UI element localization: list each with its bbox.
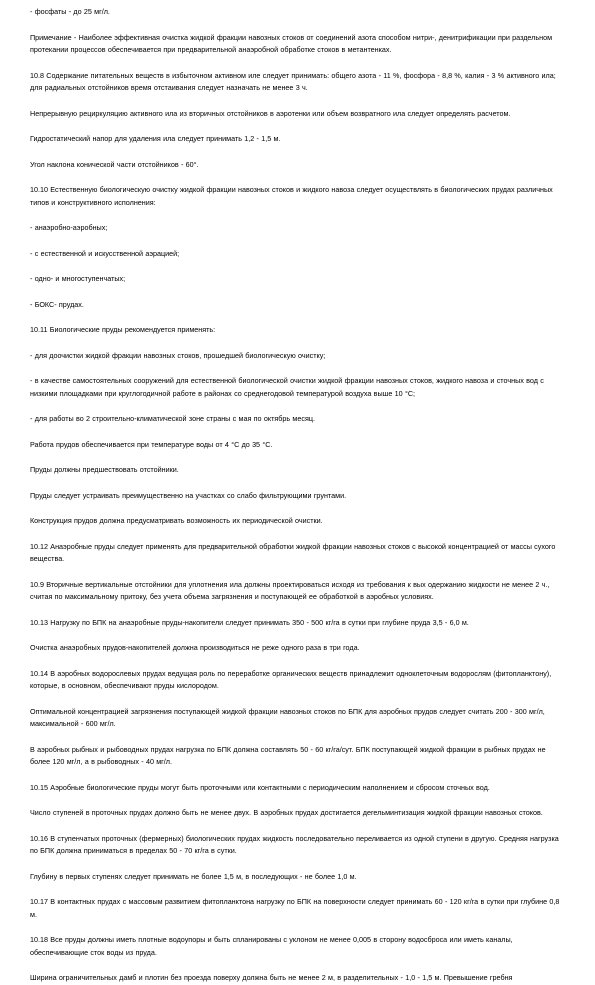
paragraph: Очистка анаэробных прудов-накопителей должна производиться не реже одного раза в три года. bbox=[30, 643, 360, 652]
paragraph: Примечание - Наиболее эффективная очистка жидкой фракции навозных стоков от соединений азота способом нитри-, денитрификации при раздельном протекании процессов обеспечивается при предварительной анаэробной обработке стоков в метантенках. bbox=[30, 32, 553, 54]
paragraph: Ширина ограничительных дамб и плотин без проезда поверху должна быть не менее 2 м, в разделительных - 1,0 - 1,5 м. Превышение гребня bbox=[30, 973, 513, 982]
list-item: - в качестве самостоятельных сооружений для естественной биологической очистки жидкой фракции навозных стоков, жидкого навоза и сточных вод с низкими площадками при круглогодичной работе в районах со среднегодовой температурой воздуха выше 10 °С; bbox=[30, 376, 544, 398]
paragraph: 10.9 Вторичные вертикальные отстойники для уплотнения ила должны проектироваться исходя из требования к вых одержанию жидкости не менее 2 ч., считая по максимальному притоку, без учета объема загрязнения и поступающей ее обработкой в аэробных условиях. bbox=[30, 579, 550, 601]
paragraph: 10.13 Нагрузку по БПК на анаэробные пруды-накопители следует принимать 350 - 500 кг/га в сутки при глубине пруда 3,5 - 6,0 м. bbox=[30, 617, 469, 627]
list-item: - для доочистки жидкой фракции навозных стоков, прошедшей биологическую очистку; bbox=[30, 350, 326, 360]
paragraph: Пруды следует устраивать преимущественно на участках со слабо фильтрующими грунтами. bbox=[30, 490, 347, 500]
paragraph: Конструкция прудов должна предусматривать возможность их периодической очистки. bbox=[30, 516, 323, 525]
paragraph: 10.15 Аэробные биологические пруды могут быть проточными или контактными с периодическим наполнением и сбросом сточных вод. bbox=[30, 782, 490, 792]
list-item: - с естественной и искусственной аэрацией; bbox=[30, 248, 180, 258]
paragraph: Оптимальной концентрацией загрязнения поступающей жидкой фракции навозных стоков по БПК для аэробных прудов следует считать 200 - 300 мг/л, максимальной - 600 мг/л. bbox=[30, 706, 545, 728]
paragraph: 10.11 Биологические пруды рекомендуется применять: bbox=[30, 325, 216, 334]
paragraph: 10.10 Естественную биологическую очистку жидкой фракции навозных стоков и жидкого навоза следует осуществлять в биологических прудах различных типов и конструктивного исполнения: bbox=[30, 185, 553, 207]
paragraph: 10.16 В ступенчатых проточных (фермерных) биологических прудах жидкость последовательно переливается из одной ступени в другую. Средняя нагрузка по БПК должна приниматься в пределах 50 - 70 кг/га в сутки. bbox=[30, 833, 559, 855]
paragraph: - фосфаты - до 25 мг/л. bbox=[30, 7, 110, 16]
paragraph: 10.18 Все пруды должны иметь плотные водоупоры и быть спланированы с уклоном не менее 0,005 в сторону водосброса или иметь каналы, обеспечивающие сток воды из пруда. bbox=[30, 935, 513, 957]
paragraph: Число ступеней в проточных прудах должно быть не менее двух. В аэробных прудах достигается дегельминтизация жидкой фракции навозных стоков. bbox=[30, 808, 543, 817]
paragraph: 10.14 В аэробных водорослевых прудах ведущая роль по переработке органических веществ принадлежит одноклеточным водорослям (фитопланктону), которые, в основном, обеспечивают пруды кислородом. bbox=[30, 668, 552, 690]
paragraph: Работа прудов обеспечивается при температуре воды от 4 °С до 35 °С. bbox=[30, 439, 273, 449]
paragraph: 10.8 Содержание питательных веществ в избыточном активном иле следует принимать: общего азота - 11 %, фосфора - 8,8 %, калия - 3 % активного ила; для радиальных отстойников время отстаивания следует назначать не менее 3 ч. bbox=[30, 70, 556, 92]
paragraph: Непрерывную рециркуляцию активного ила из вторичных отстойников в аэротенки или объем возвратного ила следует определять расчетом. bbox=[30, 108, 511, 118]
paragraph: 10.17 В контактных прудах с массовым развитием фитопланктона нагрузку по БПК на поверхности следует принимать 60 - 120 кг/га в сутки при глубине 0,8 м. bbox=[30, 897, 560, 919]
list-item: - для работы во 2 строительно-климатической зоне страны с мая по октябрь месяц. bbox=[30, 414, 315, 423]
paragraph: Гидростатический напор для удаления ила следует принимать 1,2 - 1,5 м. bbox=[30, 134, 281, 143]
paragraph: Глубину в первых ступенях следует принимать не более 1,5 м, в последующих - не более 1,0 м. bbox=[30, 871, 357, 881]
list-item: - анаэробно-аэробных; bbox=[30, 223, 108, 232]
paragraph: Угол наклона конической части отстойников - 60°. bbox=[30, 159, 199, 169]
paragraph: Пруды должны предшествовать отстойники. bbox=[30, 465, 179, 474]
paragraph: 10.12 Анаэробные пруды следует применять для предварительной обработки жидкой фракции навозных стоков с высокой концентрацией от массы сухого вещества. bbox=[30, 541, 556, 563]
paragraph: В аэробных рыбных и рыбоводных прудах нагрузка по БПК должна составлять 50 - 60 кг/га/сут. БПК поступающей жидкой фракции в рыбных прудах не более 120 мг/л, а в рыбоводных - 40 мг/л. bbox=[30, 744, 546, 766]
list-item: - БОКС- прудах. bbox=[30, 299, 84, 309]
list-item: - одно- и многоступенчатых; bbox=[30, 274, 126, 283]
